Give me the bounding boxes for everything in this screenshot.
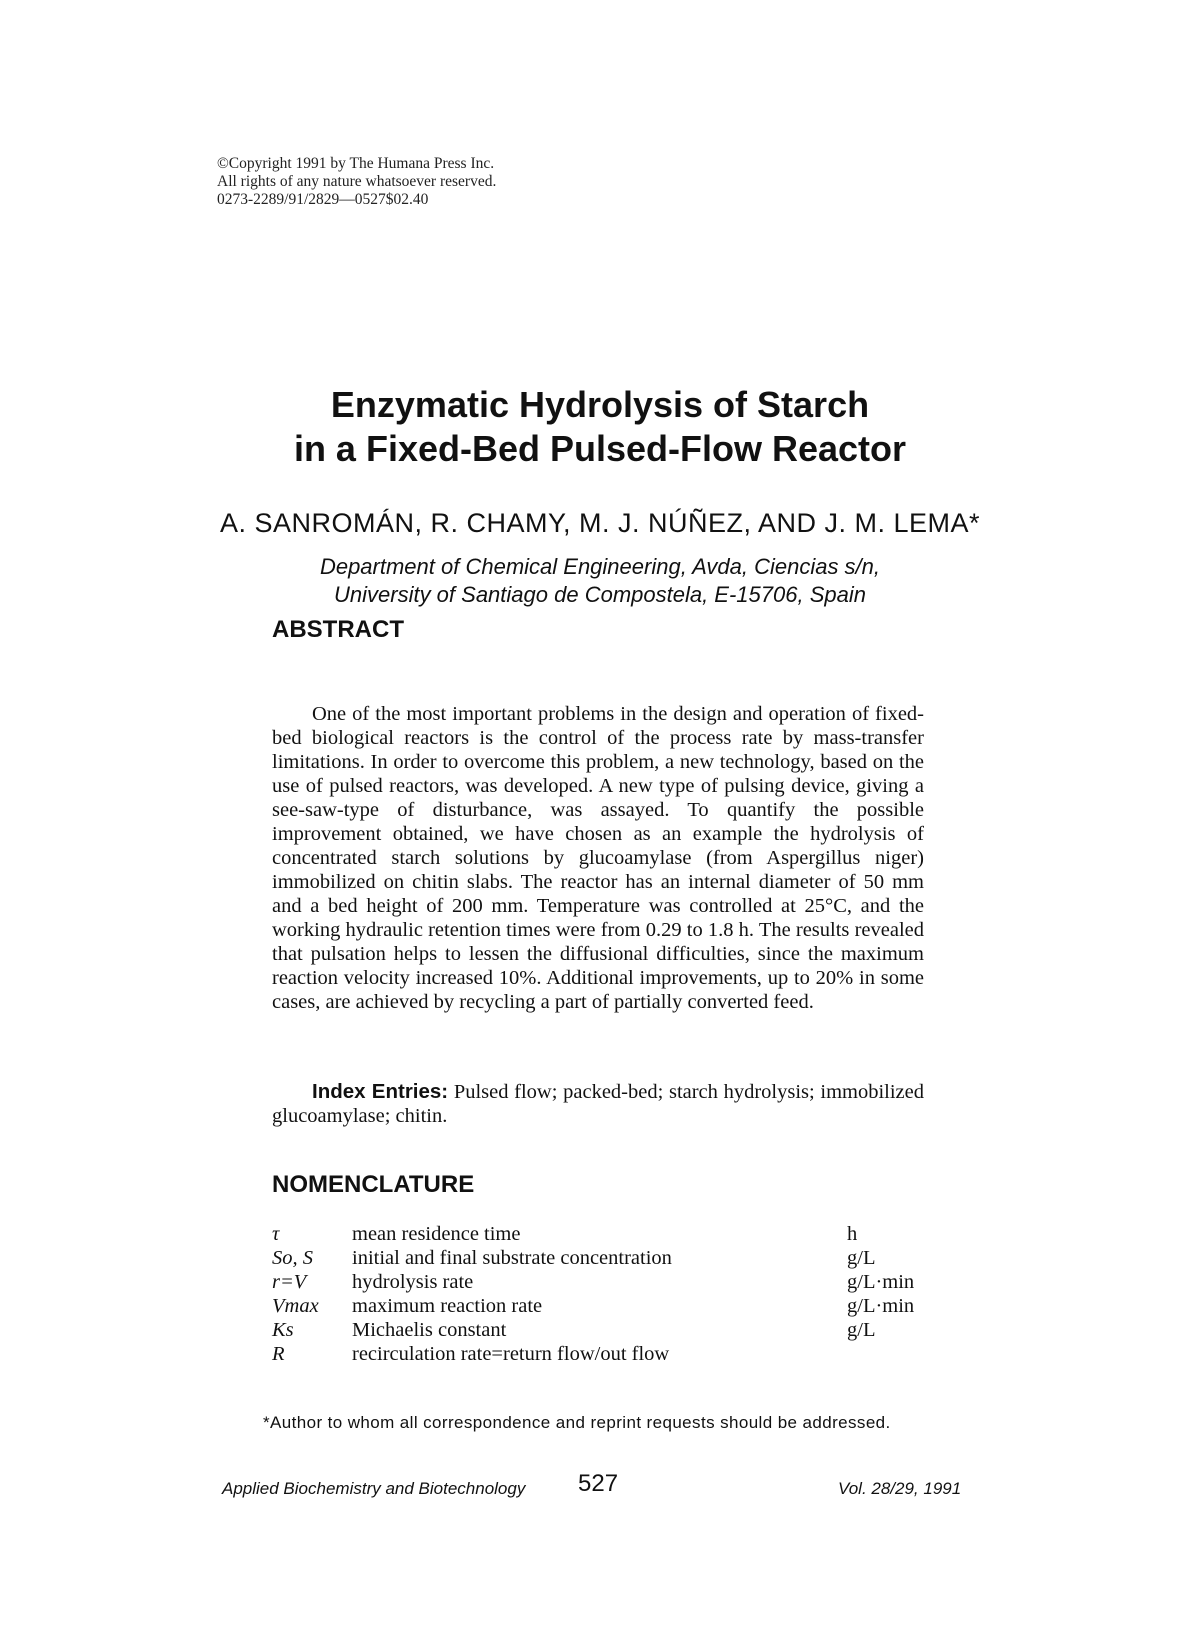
nomenclature-unit: g/L [847, 1247, 876, 1269]
nomenclature-description: Michaelis constant [352, 1319, 507, 1341]
rights-line: All rights of any nature whatsoever reserved. [217, 173, 497, 190]
abstract-heading: ABSTRACT [272, 616, 404, 643]
index-entries-text: Pulsed flow; packed-bed; starch hydrolysis; immobilized glucoamylase; chitin. [272, 1081, 925, 1127]
issn-line: 0273-2289/91/2829—0527$02.40 [217, 191, 429, 208]
nomenclature-symbol: r=V [272, 1271, 307, 1293]
nomenclature-unit: h [847, 1223, 858, 1245]
article-title [0, 383, 1200, 471]
affiliation-line-2: University of Santiago de Compostela, E-15706, Spain [334, 582, 866, 607]
nomenclature-description: initial and final substrate concentration [352, 1247, 672, 1269]
nomenclature-symbol: τ [272, 1223, 280, 1245]
author-list: A. SANROMÁN, R. CHAMY, M. J. NÚÑEZ, AND J. M. LEMA* [219, 508, 981, 538]
author-footnote: *Author to whom all correspondence and reprint requests should be addressed. [263, 1413, 891, 1432]
nomenclature-description: mean residence time [352, 1223, 521, 1245]
nomenclature-symbol: Vmax [272, 1295, 319, 1317]
abstract-body: One of the most important problems in the design and operation of fixed-bed biological reactors is the control of the process rate by mass-transfer limitations. In order to overcome this problem, a new technology, based on the use of pulsed reactors, was developed. A new type of pulsing device, giving a see-saw-type of disturbance, was assayed. To quantify the possible improvement obtained, we have chosen as an example the hydrolysis of concentrated starch solutions by glucoamylase (from Aspergillus niger) immobilized on chitin slabs. The reactor has an internal diameter of 50 mm and a bed height of 200 mm. Temperature was controlled at 25°C, and the working hydraulic retention times were from 0.29 to 1.8 h. The results revealed that pulsation helps to lessen the diffusional difficulties, since the maximum reaction velocity increased 10%. Additional improvements, up to 20% in some cases, are achieved by recycling a part of partially converted feed. [272, 703, 924, 1013]
nomenclature-description: hydrolysis rate [352, 1271, 474, 1293]
affiliation [0, 553, 1200, 609]
nomenclature-description: maximum reaction rate [352, 1295, 543, 1317]
copyright-notice [217, 155, 496, 209]
nomenclature-unit [847, 1342, 947, 1366]
volume-info: Vol. 28/29, 1991 [838, 1479, 962, 1498]
nomenclature-row [272, 1318, 947, 1342]
affiliation-line-1: Department of Chemical Engineering, Avda, Ciencias s/n, [319, 554, 881, 579]
nomenclature-heading: NOMENCLATURE [272, 1171, 475, 1198]
nomenclature-unit: g/L·min [847, 1271, 915, 1293]
nomenclature-row [272, 1294, 947, 1318]
title-line-2: in a Fixed-Bed Pulsed-Flow Reactor [293, 428, 907, 469]
nomenclature-symbol: So, S [272, 1247, 313, 1269]
nomenclature-description: recirculation rate=return flow/out flow [352, 1343, 670, 1365]
journal-name: Applied Biochemistry and Biotechnology [222, 1479, 526, 1498]
nomenclature-row [272, 1222, 947, 1246]
nomenclature-symbol: Ks [272, 1319, 294, 1341]
nomenclature-symbol: R [272, 1343, 285, 1365]
page-number: 527 [578, 1470, 619, 1497]
nomenclature-unit: g/L [847, 1319, 876, 1341]
copyright-line: ©Copyright 1991 by The Humana Press Inc. [217, 155, 495, 172]
nomenclature-unit: g/L·min [847, 1295, 915, 1317]
nomenclature-table [272, 1222, 947, 1366]
nomenclature-row [272, 1342, 947, 1366]
nomenclature-row [272, 1246, 947, 1270]
nomenclature-row [272, 1270, 947, 1294]
index-entries [272, 1080, 924, 1128]
index-entries-label: Index Entries: [312, 1080, 449, 1103]
title-line-1: Enzymatic Hydrolysis of Starch [330, 384, 870, 425]
